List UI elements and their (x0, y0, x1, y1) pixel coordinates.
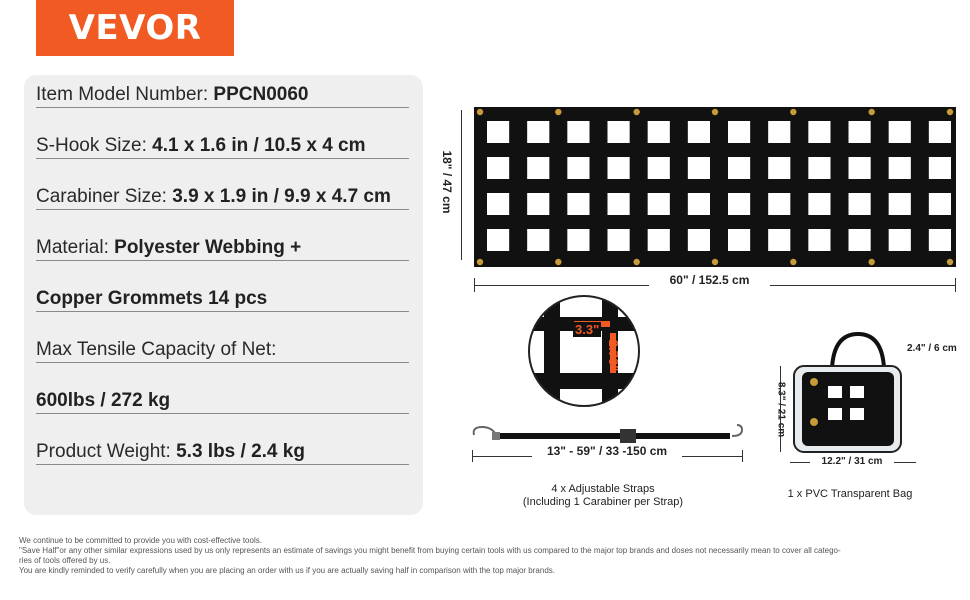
disclaimer-text: We continue to be committed to provide you with cost-effective tools. "Save Half"or any other similar expressions used by us only represents an estimate of savings you might benefit from buying certain tools with us compared to the major top brands and doses not necessarily mean to cover all catego- ries of tools offered by us. You are kindly reminded to verify carefully when you are placing an order with us if you are actually saving half in comparison with the top major brands. (19, 536, 841, 575)
net-height-line (461, 110, 462, 260)
net-hole (688, 193, 710, 215)
spec-s-hook-size: S-Hook Size: 4.1 x 1.6 in / 10.5 x 4 cm (36, 135, 409, 159)
net-hole (929, 121, 951, 143)
bag-height-label: 8.3" / 21 cm (775, 381, 787, 438)
net-hole (648, 121, 670, 143)
net-hole (487, 157, 509, 179)
grommet (712, 259, 718, 265)
net-hole (688, 157, 710, 179)
grommet (555, 259, 561, 265)
grommet (555, 109, 561, 115)
spec-tensile-capacity: Max Tensile Capacity of Net: (36, 339, 409, 363)
spec-material: Material: Polyester Webbing + (36, 237, 409, 261)
cell-width-label: 3.3" (575, 322, 600, 337)
net-hole (648, 229, 670, 251)
bag-caption: 1 x PVC Transparent Bag (787, 488, 913, 500)
net-hole (608, 121, 630, 143)
grommet (868, 259, 874, 265)
grommet (633, 259, 639, 265)
strap-line-right (682, 456, 742, 457)
spec-tensile-capacity-value: 600lbs / 272 kg (36, 390, 409, 414)
bag-width-label: 12.2" / 31 cm (810, 456, 894, 467)
grommet (947, 109, 953, 115)
net-hole (688, 229, 710, 251)
strap-length-label: 13" - 59" / 33 -150 cm (546, 444, 668, 458)
net-hole (768, 121, 790, 143)
net-hole (808, 229, 830, 251)
net-hole (527, 121, 549, 143)
net-hole (808, 121, 830, 143)
net-hole (648, 157, 670, 179)
net-hole (728, 121, 750, 143)
net-hole (567, 121, 589, 143)
grommet (477, 259, 483, 265)
pvc-bag-image (790, 330, 905, 454)
spec-carabiner-size: Carabiner Size: 3.9 x 1.9 in / 9.9 x 4.7 cm (36, 186, 409, 210)
net-hole (768, 157, 790, 179)
net-hole (768, 193, 790, 215)
net-hole (608, 229, 630, 251)
net-hole (849, 157, 871, 179)
net-hole (648, 193, 670, 215)
net-hole (487, 193, 509, 215)
grommet (477, 109, 483, 115)
net-width-tick-left (474, 278, 475, 292)
net-hole (808, 193, 830, 215)
net-hole (527, 229, 549, 251)
strap-caption: 4 x Adjustable Straps (Including 1 Carabiner per Strap) (522, 483, 684, 508)
net-hole (889, 121, 911, 143)
net-hole (929, 229, 951, 251)
net-hole (768, 229, 790, 251)
net-hole (527, 157, 549, 179)
net-hole (728, 229, 750, 251)
strap-line-left (472, 456, 532, 457)
net-width-label: 60" / 152.5 cm (669, 273, 750, 287)
net-hole (889, 157, 911, 179)
net-hole (889, 193, 911, 215)
net-hole (849, 193, 871, 215)
vevor-logo (36, 0, 234, 56)
spec-product-weight: Product Weight: 5.3 lbs / 2.4 kg (36, 441, 409, 465)
net-hole (527, 193, 549, 215)
spec-material-continued: Copper Grommets 14 pcs (36, 288, 409, 312)
net-hole (688, 121, 710, 143)
net-hole (808, 157, 830, 179)
net-hole (608, 193, 630, 215)
grommet (947, 259, 953, 265)
cell-height-label: 2.76" (606, 339, 622, 372)
net-width-line-right (770, 285, 956, 286)
logo-text: VEVOR (68, 8, 202, 48)
specifications-panel (24, 75, 423, 515)
grommet (633, 109, 639, 115)
net-hole (567, 193, 589, 215)
grommet (790, 109, 796, 115)
net-hole (849, 229, 871, 251)
net-hole (728, 157, 750, 179)
spec-model-number: Item Model Number: PPCN0060 (36, 84, 409, 108)
net-hole (929, 193, 951, 215)
grommet (712, 109, 718, 115)
net-hole (487, 121, 509, 143)
net-cell-detail-image (528, 295, 640, 407)
net-hole (728, 193, 750, 215)
net-hole (567, 157, 589, 179)
net-hole (889, 229, 911, 251)
grommet (868, 109, 874, 115)
strap-tick-right (742, 450, 743, 462)
net-hole (849, 121, 871, 143)
net-hole (929, 157, 951, 179)
net-hole (608, 157, 630, 179)
cargo-net-image (474, 107, 956, 267)
net-height-label: 18" / 47 cm (440, 150, 454, 214)
net-hole (567, 229, 589, 251)
net-width-line-left (474, 285, 649, 286)
net-hole (487, 229, 509, 251)
bag-depth-label: 2.4" / 6 cm (907, 343, 957, 354)
grommet (790, 259, 796, 265)
net-width-tick-right (955, 278, 956, 292)
